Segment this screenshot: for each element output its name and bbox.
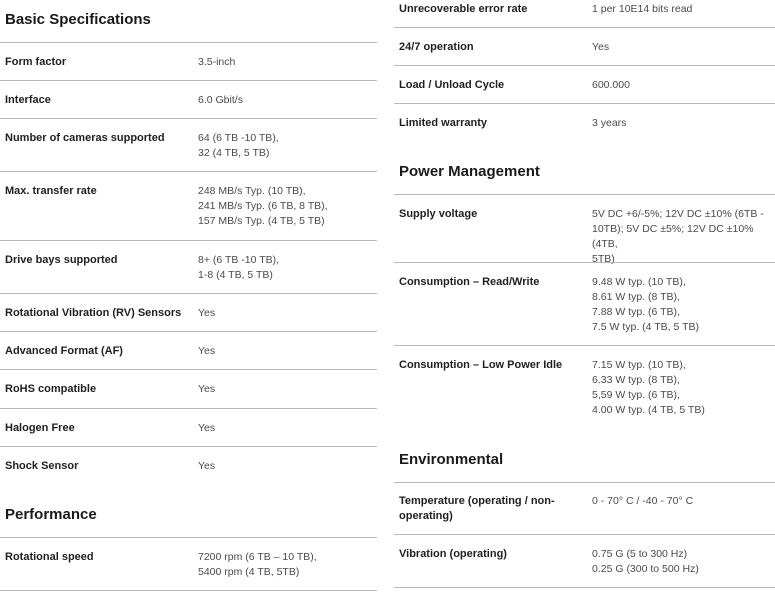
- spec-label: Limited warranty: [399, 117, 488, 129]
- divider: [0, 80, 377, 81]
- divider: [394, 27, 775, 28]
- spec-value: Yes: [198, 345, 216, 357]
- spec-value: 0 - 70° C / -40 - 70° C: [592, 495, 694, 507]
- divider: [394, 587, 775, 588]
- spec-label: Rotational speed: [5, 551, 94, 563]
- spec-label: Advanced Format (AF): [5, 345, 123, 357]
- divider: [394, 534, 775, 535]
- divider: [394, 65, 775, 66]
- spec-value: Yes: [592, 41, 610, 53]
- spec-value: 3.5-inch: [198, 56, 236, 68]
- spec-label: Form factor: [5, 56, 67, 68]
- spec-label: Consumption – Low Power Idle: [399, 359, 563, 371]
- spec-label: Halogen Free: [5, 422, 75, 434]
- spec-label: Interface: [5, 94, 51, 106]
- divider: [0, 171, 377, 172]
- divider: [394, 262, 775, 263]
- divider: [394, 482, 775, 483]
- spec-label: Unrecoverable error rate: [399, 3, 528, 15]
- divider: [0, 408, 377, 409]
- spec-label: Number of cameras supported: [5, 132, 165, 144]
- spec-value: 7200 rpm (6 TB – 10 TB), 5400 rpm (4 TB, 5TB): [198, 551, 317, 578]
- divider: [394, 345, 775, 346]
- divider: [0, 240, 377, 241]
- environmental-heading: Environmental: [399, 451, 504, 468]
- spec-value: Yes: [198, 307, 216, 319]
- divider: [0, 590, 377, 591]
- spec-value: 248 MB/s Typ. (10 TB), 241 MB/s Typ. (6 TB, 8 TB), 157 MB/s Typ. (4 TB, 5 TB): [198, 185, 328, 227]
- spec-value: Yes: [198, 383, 216, 395]
- divider: [0, 537, 377, 538]
- spec-label: Drive bays supported: [5, 254, 118, 266]
- spec-value: Yes: [198, 422, 216, 434]
- spec-label: Supply voltage: [399, 208, 478, 220]
- spec-value: 1 per 10E14 bits read: [592, 3, 693, 15]
- divider: [0, 331, 377, 332]
- spec-value: 6.0 Gbit/s: [198, 94, 243, 106]
- spec-value: 3 years: [592, 117, 627, 129]
- spec-value: 7.15 W typ. (10 TB), 6.33 W typ. (8 TB), 5,59 W typ. (6 TB), 4.00 W typ. (4 TB, 5 TB): [592, 359, 705, 416]
- spec-value: 9.48 W typ. (10 TB), 8.61 W typ. (8 TB), 7.88 W typ. (6 TB), 7.5 W typ. (4 TB, 5 TB): [592, 276, 699, 333]
- spec-label: 24/7 operation: [399, 41, 474, 53]
- spec-value: 8+ (6 TB -10 TB), 1-8 (4 TB, 5 TB): [198, 254, 280, 281]
- spec-label: Temperature (operating / non-operating): [399, 495, 555, 522]
- divider: [0, 118, 377, 119]
- spec-value: 5V DC +6/-5%; 12V DC ±10% (6TB - 10TB); 5V DC ±5%; 12V DC ±10% (4TB, 5TB): [592, 208, 764, 265]
- spec-label: Load / Unload Cycle: [399, 79, 505, 91]
- spec-label: Max. transfer rate: [5, 185, 97, 197]
- basic-specifications-heading: Basic Specifications: [5, 11, 151, 28]
- divider: [0, 446, 377, 447]
- divider: [394, 194, 775, 195]
- spec-value: 0.75 G (5 to 300 Hz) 0.25 G (300 to 500 Hz): [592, 548, 699, 575]
- spec-value: Yes: [198, 460, 216, 472]
- divider: [0, 293, 377, 294]
- spec-label: Consumption – Read/Write: [399, 276, 540, 288]
- divider: [0, 369, 377, 370]
- spec-value: 64 (6 TB -10 TB), 32 (4 TB, 5 TB): [198, 132, 279, 159]
- spec-label: Vibration (operating): [399, 548, 507, 560]
- divider: [0, 42, 377, 43]
- spec-value: 600.000: [592, 79, 630, 91]
- spec-label: Rotational Vibration (RV) Sensors: [5, 307, 182, 319]
- spec-label: RoHS compatible: [5, 383, 97, 395]
- performance-heading: Performance: [5, 506, 97, 523]
- divider: [394, 103, 775, 104]
- spec-label: Shock Sensor: [5, 460, 79, 472]
- power-management-heading: Power Management: [399, 163, 540, 180]
